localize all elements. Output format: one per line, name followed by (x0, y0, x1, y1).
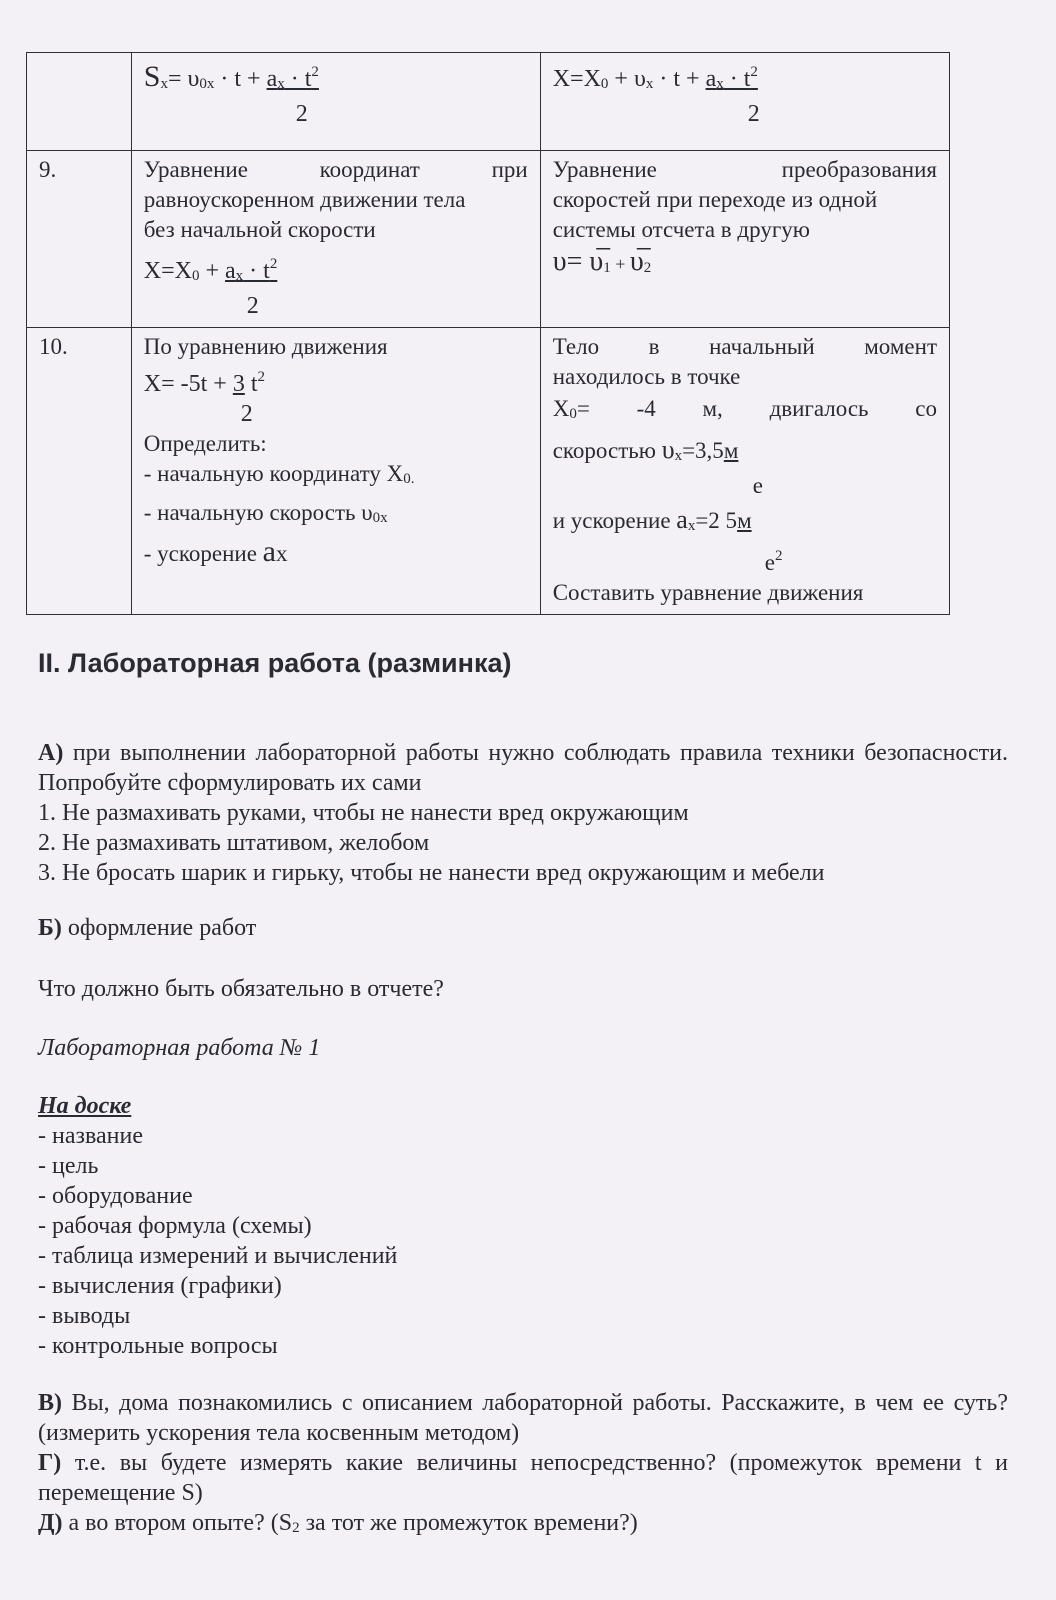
cell-text-line (553, 394, 937, 429)
formula-subscript: x (160, 76, 168, 92)
formula-text: + (608, 66, 634, 92)
formula-text: a (676, 505, 688, 534)
formula-text: · t (723, 66, 751, 92)
table-row (27, 151, 950, 328)
tasks-table (26, 52, 950, 615)
formula-text: υ̅ (589, 246, 604, 277)
formula-cell-left (131, 53, 540, 151)
fraction-numerator: м (723, 438, 739, 463)
formula-text: υ̅ (629, 246, 644, 277)
cell-text-line: Определить: (143, 431, 267, 456)
task-cell-left (131, 328, 540, 615)
formula-subscript: x (235, 268, 244, 284)
cell-text-line (553, 505, 937, 541)
paragraph-label: Б) (38, 915, 62, 941)
formula-subscript: x (716, 76, 724, 92)
formula-superscript: 2 (774, 548, 783, 564)
paragraph-text: оформление работ (61, 915, 257, 941)
list-item: - выводы (38, 1303, 131, 1329)
fraction-denominator: 2 (295, 101, 308, 127)
formula-text: a (262, 535, 276, 568)
formula-text: м, (702, 396, 723, 421)
fraction-denominator: 2 (246, 293, 259, 319)
formula-text: · t + (653, 66, 706, 92)
cell-text-line (144, 498, 528, 533)
list-item: - оборудование (38, 1183, 193, 1209)
formula-text: - начальную скорость υ (143, 500, 373, 525)
motion-equation-formula (144, 362, 528, 429)
formula-subscript: 0x (372, 510, 388, 526)
paragraph-label: А) (38, 740, 64, 766)
formula-text: X=X (552, 66, 601, 92)
formula-text: - ускорение (143, 541, 263, 566)
formula-text: со (915, 396, 937, 421)
lab-title: Лабораторная работа № 1 (38, 1035, 321, 1061)
formula-subscript: 0x (199, 76, 215, 92)
paragraph-text: при выполнении лабораторной работы нужно соблюдать правила техники безопасности. Попробуйте сформулировать их сами (38, 740, 1008, 796)
coordinate-formula (553, 57, 937, 129)
formula-text: a (225, 258, 236, 284)
formula-subscript: 0 (191, 268, 200, 284)
formula-subscript: 0 (569, 406, 577, 422)
fraction-numerator: 3 (232, 371, 245, 397)
formula-text: · t (284, 66, 312, 92)
formula-text: x (276, 541, 288, 566)
formula-superscript: 2 (269, 256, 278, 272)
fraction-numerator (267, 66, 319, 92)
formula-text (553, 394, 590, 429)
fraction-numerator: м (737, 508, 752, 533)
row-number-cell: 9. (27, 151, 132, 328)
task-cell-right (540, 151, 949, 328)
list-item: - вычисления (графики) (38, 1273, 282, 1299)
list-item: - цель (38, 1153, 99, 1179)
formula-text: υ (633, 66, 646, 92)
formula-text: + (610, 254, 630, 274)
formula-text: υ (661, 435, 675, 464)
cell-text-line (144, 537, 528, 569)
cell-text-line: без начальной скорости (143, 217, 376, 242)
formula-subscript: x (277, 76, 285, 92)
cell-text-line: системы отсчета в другую (552, 217, 810, 242)
formula-text: =3,5 (682, 438, 724, 463)
formula-superscript: 2 (311, 64, 319, 80)
fraction-numerator (706, 66, 758, 92)
board-title: На доске (38, 1093, 132, 1119)
fraction-denominator: е (752, 473, 763, 498)
fraction-numerator (225, 258, 277, 284)
velocity-addition-formula (553, 247, 937, 283)
paragraph-g (38, 1448, 1008, 1508)
cell-text-line: скоростей при переходе из одной (552, 187, 878, 212)
formula-subscript: 2 (643, 260, 652, 276)
formula-subscript: 1 (603, 260, 611, 276)
formula-text: + (199, 258, 225, 284)
formula-text: е (764, 550, 775, 575)
list-item: - название (38, 1123, 143, 1149)
formula-cell-right (540, 53, 949, 151)
task-cell-left (131, 151, 540, 328)
formula-subscript: 2 (292, 1520, 300, 1536)
table-row (27, 328, 950, 615)
paragraph-b (38, 913, 1008, 943)
cell-text-line: По уравнению движения (143, 334, 388, 359)
cell-text-line: находилось в точке (552, 364, 741, 389)
row-number-cell (27, 53, 132, 151)
paragraph-text: за тот же промежуток времени?) (299, 1510, 638, 1536)
fraction-denominator: 2 (240, 401, 253, 427)
paragraph-text: Вы, дома познакомились с описанием лабораторной работы. Расскажите, в чем ее суть? (измерить ускорения тела косвенным методом) (38, 1390, 1008, 1446)
formula-text: υ (187, 66, 200, 92)
formula-subscript: x (645, 76, 654, 92)
board-section (38, 1091, 1008, 1361)
list-item: 2. Не размахивать штативом, желобом (38, 830, 430, 856)
report-question: Что должно быть обязательно в отчете? (38, 976, 444, 1002)
fraction-denominator: 2 (747, 101, 760, 127)
formula-text: -4 (636, 396, 656, 421)
formula-text: X (552, 396, 570, 421)
cell-text-line: Тело в начальный момент (552, 334, 937, 359)
cell-text-line: Уравнение преобразования (552, 157, 937, 182)
formula-subscript: x (674, 448, 683, 464)
formula-text: X=X (143, 258, 192, 284)
paragraph-v (38, 1388, 1008, 1448)
formula-text: t (244, 371, 258, 397)
uniform-acceleration-formula (144, 249, 528, 321)
safety-paragraph (38, 738, 1008, 888)
list-item: 1. Не размахивать руками, чтобы не нанести вред окружающим (38, 800, 689, 826)
list-item: - таблица измерений и вычислений (38, 1243, 398, 1269)
formula-symbol: S (143, 60, 161, 93)
formula-text: · t + (214, 66, 267, 92)
formula-text: X= -5t + (143, 371, 233, 397)
formula-text: двигалось (769, 396, 869, 421)
paragraph-label: В) (38, 1390, 62, 1416)
task-cell-right (540, 328, 949, 615)
formula-text: a (266, 66, 278, 92)
formula-superscript: 2 (750, 64, 758, 80)
formula-text: и ускорение (552, 508, 677, 533)
table-row (27, 53, 950, 151)
formula-text: υ= (552, 246, 590, 277)
list-item: - рабочая формула (схемы) (38, 1213, 312, 1239)
formula-text: скоростью (552, 438, 662, 463)
fraction-denominator (553, 541, 937, 578)
row-number-cell: 10. (27, 328, 132, 615)
paragraph-a (38, 738, 1008, 798)
paragraph-text: а во втором опыте? (S (62, 1510, 293, 1536)
closing-paragraphs (38, 1388, 1008, 1543)
formula-subscript: x (687, 518, 696, 534)
formula-subscript: 0 (600, 76, 609, 92)
paragraph-d (38, 1508, 1008, 1543)
paragraph-label: Г) (38, 1450, 62, 1476)
list-item: - контрольные вопросы (38, 1333, 278, 1359)
paragraph-label: Д) (38, 1510, 63, 1536)
paragraph-text: т.е. вы будете измерять какие величины непосредственно? (промежуток времени t и перемещение S) (38, 1450, 1008, 1506)
formula-text: - начальную координату X (143, 461, 404, 486)
cell-text-line (553, 435, 937, 471)
formula-text: = (576, 396, 590, 421)
board-list (38, 1121, 1008, 1361)
formula-text: =2 5 (695, 508, 738, 533)
displacement-formula (144, 57, 528, 129)
formula-text: a (705, 66, 717, 92)
cell-text-line: Составить уравнение движения (552, 580, 864, 605)
cell-text-line (144, 459, 528, 494)
cell-text-line: Уравнение координат при (143, 157, 528, 182)
section-title: II. Лабораторная работа (разминка) (38, 648, 512, 678)
list-item: 3. Не бросать шарик и гирьку, чтобы не нанести вред окружающим и мебели (38, 860, 825, 886)
cell-text-line: равноускоренном движении тела (143, 187, 466, 212)
formula-text: = (167, 66, 188, 92)
formula-superscript: 2 (257, 369, 265, 385)
formula-text: · t (243, 258, 270, 284)
formula-subscript: 0. (403, 471, 415, 487)
